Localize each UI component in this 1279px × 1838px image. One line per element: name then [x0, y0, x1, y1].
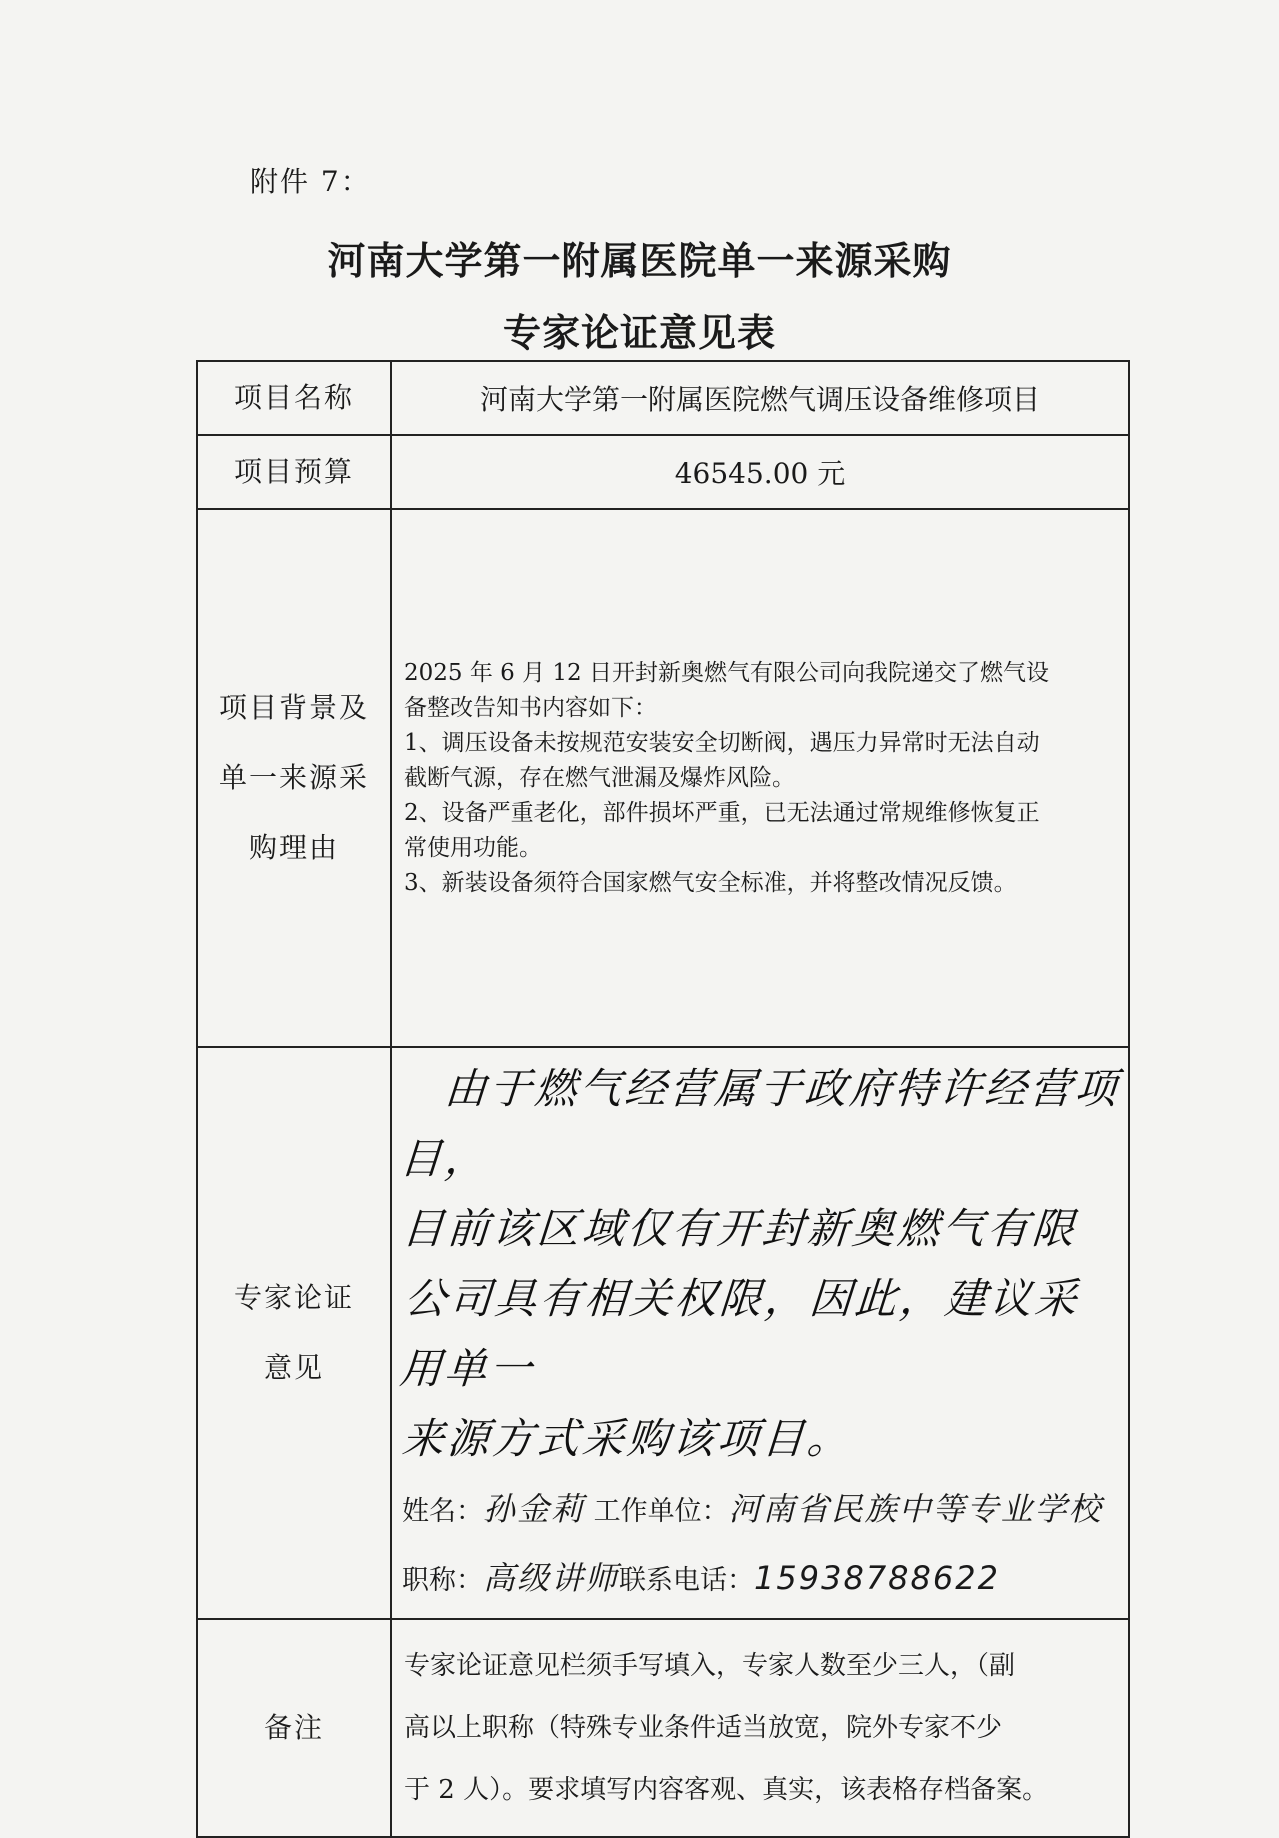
- handwritten-line: 由于燃气经营属于政府特许经营项目，: [397, 1064, 1122, 1183]
- expert-name-unit-line: [402, 1478, 1118, 1543]
- background-label: [197, 509, 391, 1047]
- background-line: 1、调压设备未按规范安装安全切断阀，遇压力异常时无法自动: [404, 729, 1040, 756]
- background-line: 备整改告知书内容如下：: [404, 694, 657, 721]
- opinion-content: [391, 1047, 1129, 1619]
- handwritten-line: 来源方式采购该项目。: [400, 1414, 854, 1463]
- opinion-form-table: [196, 360, 1130, 1838]
- row-project-name: [197, 361, 1129, 435]
- background-line: 常使用功能。: [404, 834, 542, 861]
- handwritten-line: 目前该区域仅有开封新奥燃气有限: [400, 1204, 1079, 1253]
- background-label-line: 购理由: [248, 831, 339, 864]
- name-label: 姓名：: [402, 1496, 483, 1527]
- unit-label: 工作单位：: [593, 1496, 729, 1527]
- phone-label: 联系电话：: [619, 1565, 755, 1596]
- form-title-line1: 河南大学第一附属医院单一来源采购: [327, 238, 952, 283]
- title-value: 高级讲师: [483, 1559, 620, 1597]
- name-value: 孙金莉: [483, 1490, 586, 1528]
- opinion-label: [197, 1047, 391, 1619]
- row-remark: [197, 1619, 1129, 1837]
- phone-value: 15938788622: [754, 1559, 1000, 1597]
- opinion-label-line: 意见: [263, 1351, 324, 1384]
- background-content: [391, 509, 1129, 1047]
- background-line: 2、设备严重老化，部件损坏严重，已无法通过常规维修恢复正: [404, 799, 1040, 826]
- remark-label: 备注: [197, 1619, 391, 1837]
- budget-value: 46545.00 元: [391, 435, 1129, 509]
- row-background: [197, 509, 1129, 1047]
- background-line: 截断气源，存在燃气泄漏及爆炸风险。: [404, 764, 795, 791]
- remark-line: 专家论证意见栏须手写填入，专家人数至少三人，（副: [404, 1651, 1016, 1681]
- background-line: 3、新装设备须符合国家燃气安全标准，并将整改情况反馈。: [404, 869, 1017, 896]
- remark-line: 高以上职称（特殊专业条件适当放宽，院外专家不少: [404, 1713, 1003, 1743]
- unit-value: 河南省民族中等专业学校: [728, 1490, 1103, 1528]
- opinion-label-line: 专家论证: [233, 1281, 354, 1314]
- remark-content: [391, 1619, 1129, 1837]
- title-label: 职称：: [402, 1565, 483, 1596]
- project-name-value: 河南大学第一附属医院燃气调压设备维修项目: [391, 361, 1129, 435]
- form-title-line2: 专家论证意见表: [502, 310, 776, 355]
- background-line: 2025 年 6 月 12 日开封新奥燃气有限公司向我院递交了燃气设: [404, 659, 1049, 686]
- budget-label: 项目预算: [197, 435, 391, 509]
- expert-title-phone-line: [402, 1547, 1118, 1612]
- background-label-line: 项目背景及: [218, 691, 369, 724]
- handwritten-line: 公司具有相关权限，因此，建议采用单一: [397, 1274, 1082, 1393]
- row-budget: [197, 435, 1129, 509]
- row-expert-opinion: [197, 1047, 1129, 1619]
- background-label-line: 单一来源采: [218, 761, 369, 794]
- remark-line: 于 2 人）。要求填写内容客观、真实，该表格存档备案。: [404, 1775, 1049, 1805]
- project-name-label: 项目名称: [197, 361, 391, 435]
- attachment-label: 附件 7：: [250, 165, 371, 198]
